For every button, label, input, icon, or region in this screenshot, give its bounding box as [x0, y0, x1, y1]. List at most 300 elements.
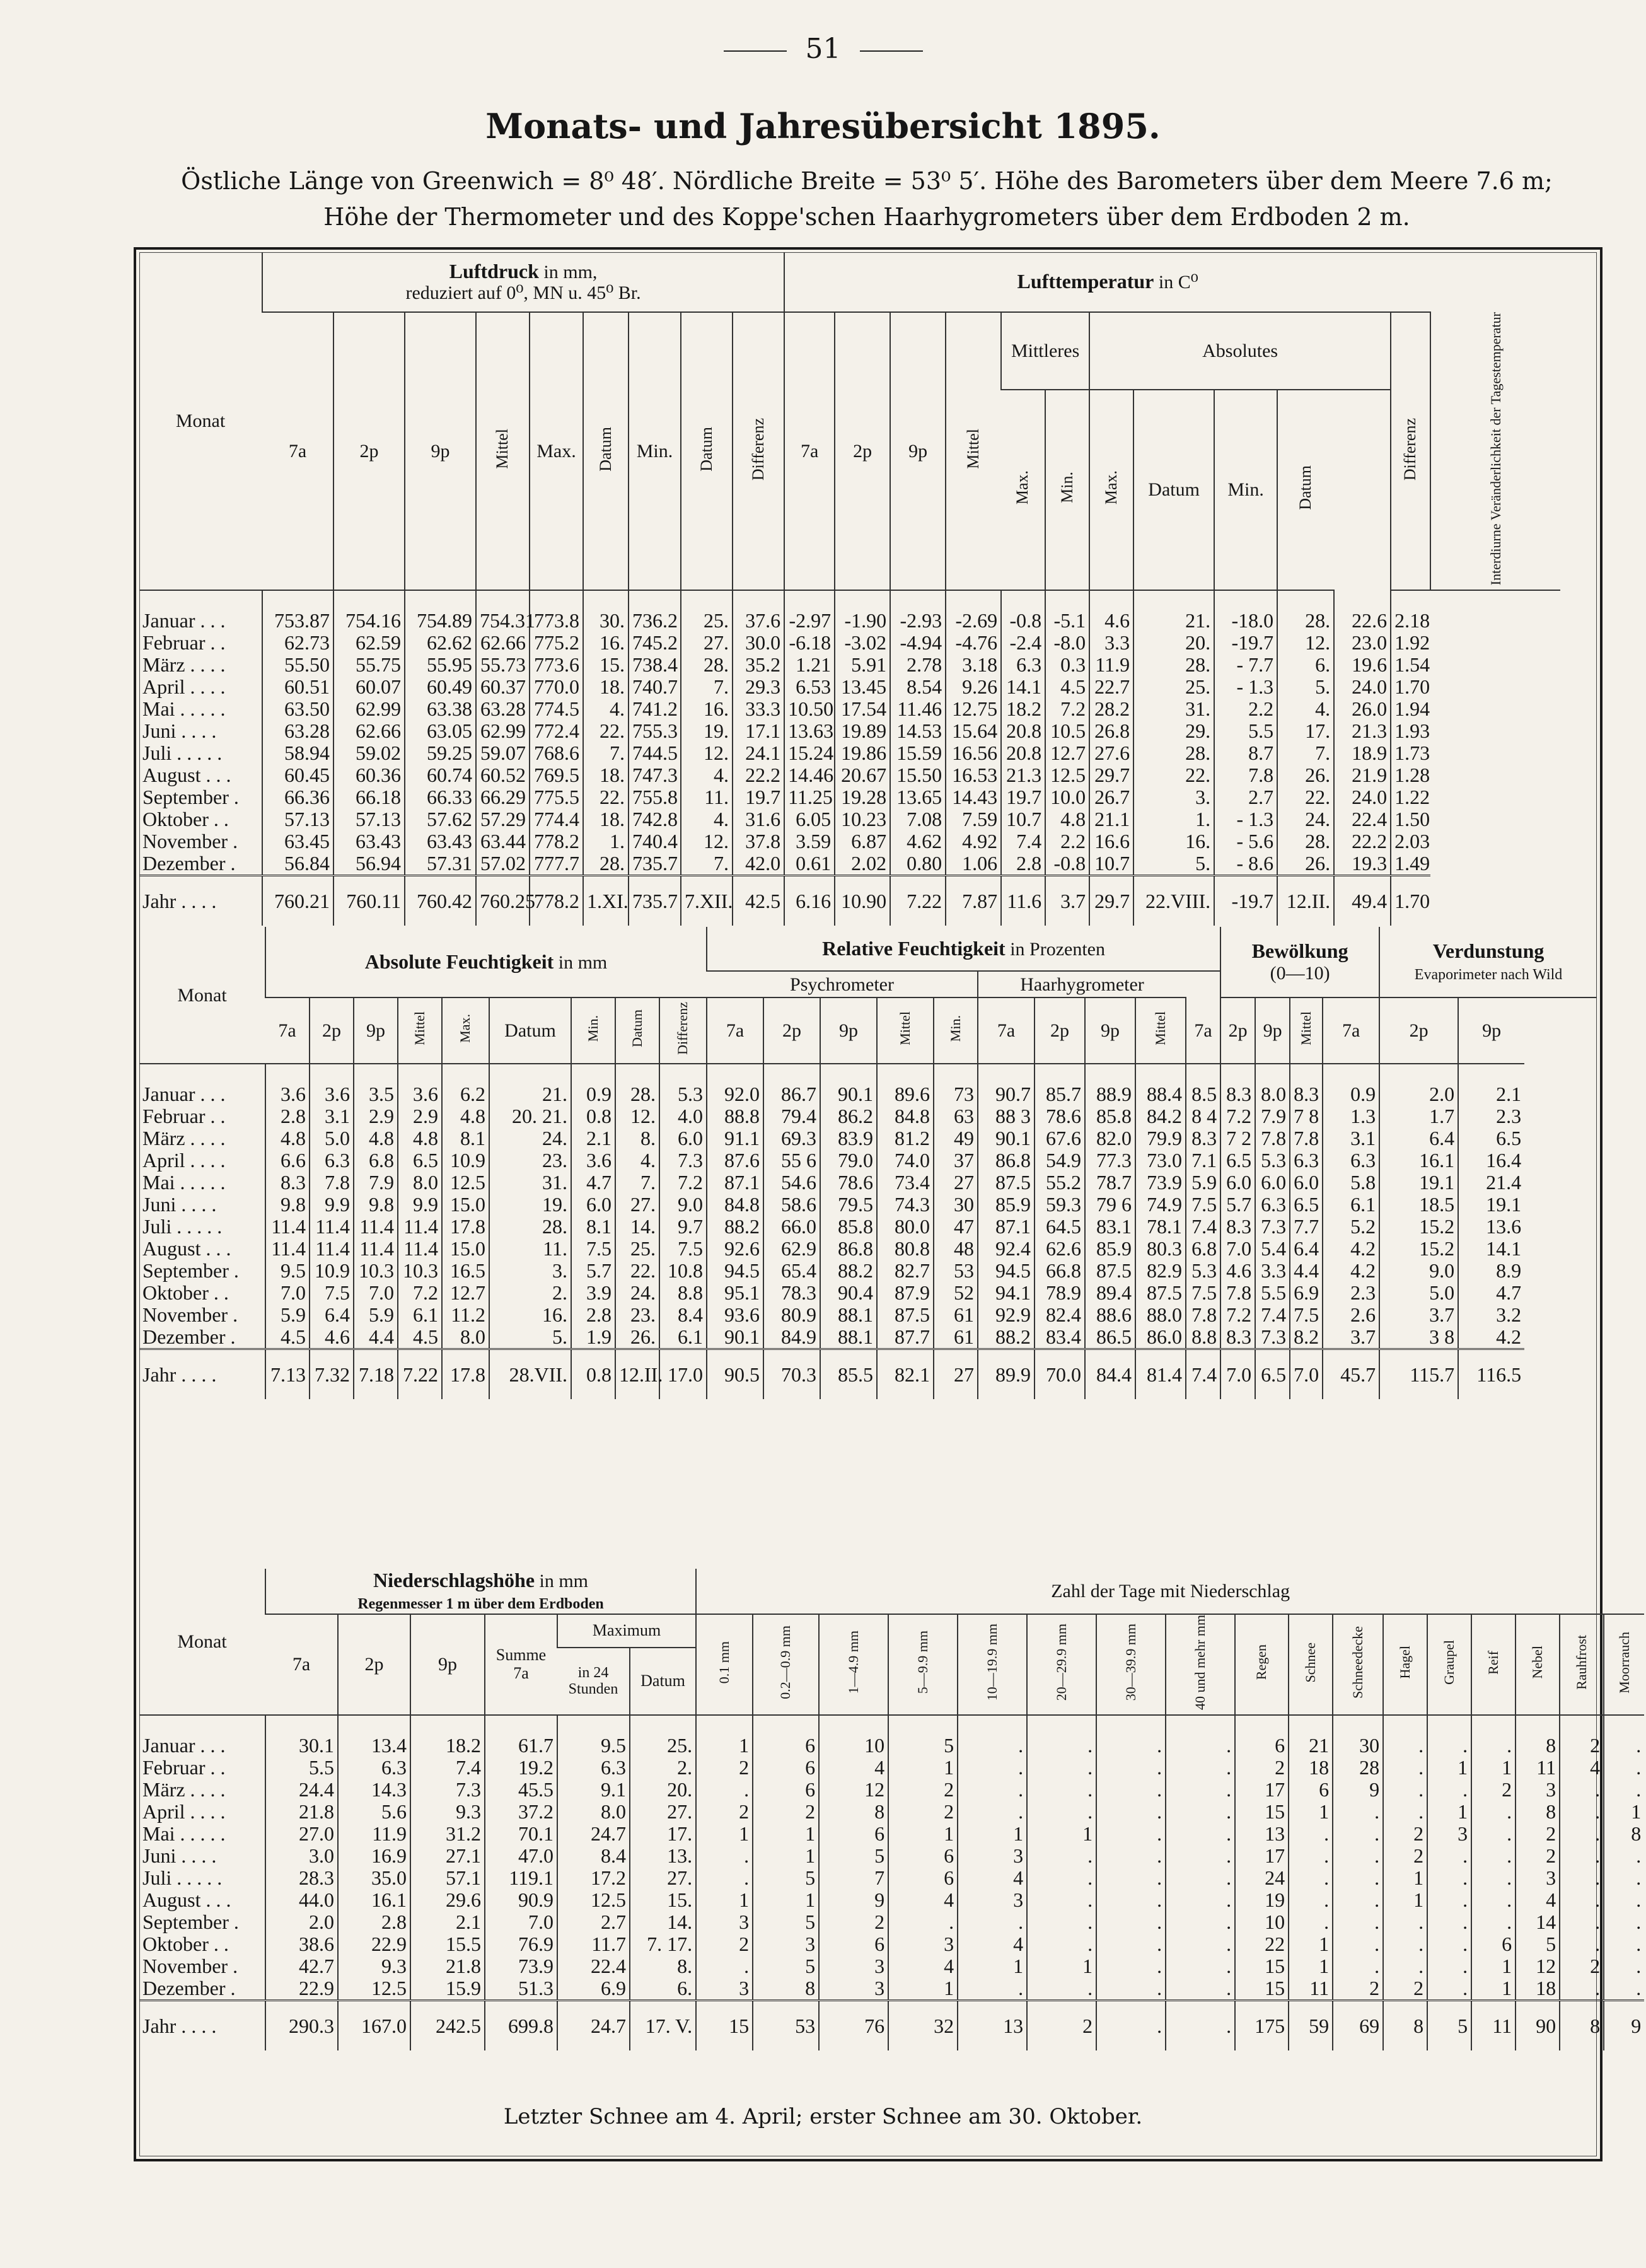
- table-cell: 4.92: [946, 830, 1001, 852]
- table-cell: 16.: [489, 1304, 571, 1326]
- table-cell: 1.3: [1323, 1105, 1379, 1127]
- table-cell: 28.: [1133, 654, 1214, 676]
- table-cell: 7.08: [890, 808, 946, 830]
- table-cell: 28.3: [265, 1867, 338, 1889]
- table-cell: 21.3: [1001, 764, 1045, 786]
- table-cell: 22.: [1133, 764, 1214, 786]
- col-t1-2: 9p: [405, 312, 476, 590]
- table-cell: 88.9: [1085, 1064, 1135, 1105]
- table-cell: 0.80: [890, 852, 946, 876]
- table-cell: 3 8: [1379, 1326, 1458, 1349]
- col-t3-14: Regen: [1235, 1614, 1289, 1715]
- table-cell: 2.2: [1214, 698, 1277, 720]
- table-cell: 92.9: [978, 1304, 1035, 1326]
- table-cell: 5: [888, 1715, 958, 1757]
- table-cell: 20.8: [1001, 742, 1045, 764]
- table-cell: .: [1166, 1779, 1235, 1801]
- year-cell: 49.4: [1334, 876, 1391, 926]
- col-t3-3: Summe 7a: [485, 1614, 557, 1715]
- table-cell: 23.: [489, 1149, 571, 1172]
- table-cell: .: [1027, 1757, 1096, 1779]
- table-cell: 11.4: [310, 1216, 354, 1238]
- table-cell: 2: [888, 1779, 958, 1801]
- table-cell: 63.43: [333, 830, 405, 852]
- table-cell: 86.0: [1135, 1326, 1186, 1349]
- table-cell: .: [1027, 1715, 1096, 1757]
- table-cell: 59.02: [333, 742, 405, 764]
- table-cell: 5.7: [1220, 1194, 1255, 1216]
- header-monat-2: Monat: [139, 927, 265, 1064]
- table-cell: 88.2: [978, 1326, 1035, 1349]
- table-cell: 63.50: [262, 698, 333, 720]
- month-label: März . . . .: [142, 1777, 226, 1801]
- precipitation-table: [139, 1569, 1644, 2050]
- table-cell: 11.4: [265, 1238, 310, 1260]
- table-cell: 755.8: [629, 786, 681, 808]
- table-row: [139, 1801, 1644, 1823]
- table-cell: 2: [696, 1933, 753, 1955]
- table-cell: 9.0: [1379, 1260, 1458, 1282]
- table-cell: 15.5: [410, 1933, 485, 1955]
- table-cell: 86.7: [763, 1064, 820, 1105]
- table-cell: 78.9: [1035, 1282, 1085, 1304]
- table-cell: 13.4: [338, 1715, 410, 1757]
- table-cell: 14.46: [784, 764, 835, 786]
- table-row: [139, 852, 1560, 876]
- table-cell: 20.8: [1001, 720, 1045, 742]
- table-cell: 93.6: [707, 1304, 763, 1326]
- table-cell: 5.5: [1214, 720, 1277, 742]
- table-cell: 7: [819, 1867, 888, 1889]
- table-cell: 2.18: [1391, 590, 1430, 632]
- month-label: Dezember .: [142, 852, 236, 875]
- table-cell: 61.7: [485, 1715, 557, 1757]
- month-label: Februar . .: [142, 631, 226, 654]
- table-cell: 770.0: [530, 676, 583, 698]
- table-cell: .: [1560, 1911, 1604, 1933]
- table-cell: 22.: [583, 786, 629, 808]
- table-cell: 1: [1471, 1977, 1516, 2001]
- table-cell: 14.1: [1458, 1238, 1524, 1260]
- table-cell: -6.18: [784, 632, 835, 654]
- month-label: April . . . .: [142, 1149, 226, 1172]
- year-cell: 7.32: [310, 1349, 354, 1400]
- table-cell: 2.78: [890, 654, 946, 676]
- table-cell: 2.0: [265, 1911, 338, 1933]
- table-cell: .: [1383, 1955, 1427, 1977]
- table-row: [139, 1933, 1644, 1955]
- table-cell: .: [1560, 1823, 1604, 1845]
- table-cell: 3: [958, 1889, 1027, 1911]
- table-cell: 2.1: [410, 1911, 485, 1933]
- header-maximum: Maximum: [557, 1614, 696, 1648]
- table-cell: 7.8: [1290, 1127, 1323, 1149]
- year-cell: 12.II.: [615, 1349, 659, 1400]
- table-cell: 7.4: [1001, 830, 1045, 852]
- table-cell: 13.45: [835, 676, 890, 698]
- table-cell: 6.5: [398, 1149, 442, 1172]
- table-cell: 0.3: [1045, 654, 1089, 676]
- table-cell: 6.53: [784, 676, 835, 698]
- table-cell: 86.8: [978, 1149, 1035, 1172]
- col-t3-6: 0.1 mm: [696, 1614, 753, 1715]
- table-cell: 1: [1289, 1933, 1333, 1955]
- table-cell: 1: [888, 1823, 958, 1845]
- table-cell: 4.4: [1290, 1260, 1323, 1282]
- table-row: [139, 1955, 1644, 1977]
- header-verdunstung: Verdunstung Evaporimeter nach Wild: [1379, 927, 1597, 997]
- table-cell: .: [1289, 1911, 1333, 1933]
- year-row: [139, 1349, 1597, 1400]
- table-cell: 87.9: [877, 1282, 934, 1304]
- table-cell: 8.0: [557, 1801, 630, 1823]
- table-cell: 55.95: [405, 654, 476, 676]
- table-cell: 27: [934, 1172, 978, 1194]
- table-cell: 8.8: [1186, 1326, 1220, 1349]
- table-cell: 15.2: [1379, 1216, 1458, 1238]
- table-cell: 61: [934, 1304, 978, 1326]
- table-cell: 1: [1427, 1757, 1471, 1779]
- table-cell: .: [1471, 1845, 1516, 1867]
- table-cell: 0.8: [571, 1105, 615, 1127]
- table-cell: 73.9: [485, 1955, 557, 1977]
- table-row: [139, 1216, 1597, 1238]
- table-cell: 90.9: [485, 1889, 557, 1911]
- header-bewoelkung: Bewölkung (0—10): [1220, 927, 1379, 997]
- table-cell: -4.94: [890, 632, 946, 654]
- table-cell: 55.50: [262, 654, 333, 676]
- table-cell: .: [1604, 1889, 1644, 1911]
- table-cell: 84.8: [877, 1105, 934, 1127]
- table-cell: 2.1: [571, 1127, 615, 1149]
- table-cell: 82.4: [1035, 1304, 1085, 1326]
- header-monat-3: Monat: [139, 1569, 265, 1715]
- table-cell: 4.8: [1045, 808, 1089, 830]
- table-cell: 12: [819, 1779, 888, 1801]
- table-cell: .: [1096, 1911, 1166, 1933]
- table-cell: 4: [888, 1955, 958, 1977]
- table-cell: 79.4: [763, 1105, 820, 1127]
- table-cell: 16.53: [946, 764, 1001, 786]
- col-t2-1: 2p: [310, 997, 354, 1064]
- table-cell: 47: [934, 1216, 978, 1238]
- table-cell: 7.: [1277, 742, 1334, 764]
- col-t2-13: Min.: [934, 997, 978, 1064]
- table-cell: .: [1166, 1955, 1235, 1977]
- table-cell: 21.8: [265, 1801, 338, 1823]
- table-cell: 79.0: [820, 1149, 877, 1172]
- table-cell: 775.2: [530, 632, 583, 654]
- table-cell: 24.0: [1334, 786, 1391, 808]
- table-cell: 13.: [630, 1845, 696, 1867]
- table-cell: .: [1166, 1911, 1235, 1933]
- col-t1-13: Max.: [1001, 390, 1045, 591]
- table-cell: 775.5: [530, 786, 583, 808]
- col-t3-22: Moorrauch: [1604, 1614, 1644, 1715]
- table-cell: 6.: [1277, 654, 1334, 676]
- table-cell: 88.4: [1135, 1064, 1186, 1105]
- table-cell: 8.9: [1458, 1260, 1524, 1282]
- table-cell: 754.89: [405, 590, 476, 632]
- table-cell: 11.7: [557, 1933, 630, 1955]
- col-t2-10: 2p: [763, 997, 820, 1064]
- table-cell: 8.0: [398, 1172, 442, 1194]
- table-cell: .: [958, 1911, 1027, 1933]
- year-cell: 12.II.: [1277, 876, 1334, 926]
- col-t2-8: Differenz: [659, 997, 707, 1064]
- table-cell: .: [1427, 1911, 1471, 1933]
- col-t2-11: 9p: [820, 997, 877, 1064]
- table-cell: 29.3: [733, 676, 784, 698]
- table-cell: .: [1604, 1955, 1644, 1977]
- table-row: [139, 808, 1560, 830]
- table-cell: 84.2: [1135, 1105, 1186, 1127]
- table-cell: 3.2: [1458, 1304, 1524, 1326]
- table-cell: .: [1166, 1757, 1235, 1779]
- table-cell: 66.29: [476, 786, 530, 808]
- table-cell: 5.: [489, 1326, 571, 1349]
- table-cell: 13.65: [890, 786, 946, 808]
- table-cell: 54.9: [1035, 1149, 1085, 1172]
- table-cell: 5.5: [1255, 1282, 1290, 1304]
- table-cell: 22.: [583, 720, 629, 742]
- table-cell: 7.2: [1045, 698, 1089, 720]
- col-t2-18: 7a: [1186, 997, 1220, 1064]
- col-t1-10: 2p: [835, 312, 890, 590]
- table-cell: 21.9: [1334, 764, 1391, 786]
- table-cell: 5.0: [1379, 1282, 1458, 1304]
- table-cell: 8.0: [442, 1326, 489, 1349]
- col-t2-21: Mittel: [1290, 997, 1323, 1064]
- table-cell: .: [1096, 1955, 1166, 1977]
- table-cell: 9.1: [557, 1779, 630, 1801]
- header-psychrometer: Psychrometer: [707, 971, 978, 997]
- table-cell: 7.0: [1220, 1238, 1255, 1260]
- year-cell: 7.13: [265, 1349, 310, 1400]
- table-cell: 87.5: [1135, 1282, 1186, 1304]
- table-cell: 11.46: [890, 698, 946, 720]
- year-cell: 760.25: [476, 876, 530, 926]
- table-cell: 21.3: [1334, 720, 1391, 742]
- table-cell: 6: [888, 1845, 958, 1867]
- table-cell: 29.6: [410, 1889, 485, 1911]
- year-cell: -19.7: [1214, 876, 1277, 926]
- table-cell: 8.7: [1214, 742, 1277, 764]
- table-cell: 47.0: [485, 1845, 557, 1867]
- table-cell: 63.45: [262, 830, 333, 852]
- table-cell: 26.0: [1334, 698, 1391, 720]
- table-cell: .: [1604, 1977, 1644, 2001]
- table-cell: 59.3: [1035, 1194, 1085, 1216]
- table-cell: 3.1: [1323, 1127, 1379, 1149]
- table-cell: 8: [753, 1977, 819, 2001]
- table-cell: 5: [753, 1867, 819, 1889]
- table-cell: 9.9: [310, 1194, 354, 1216]
- table-cell: 6.4: [310, 1304, 354, 1326]
- table-cell: - 1.3: [1214, 676, 1277, 698]
- table-cell: 4.: [583, 698, 629, 720]
- table-cell: - 1.3: [1214, 808, 1277, 830]
- table-cell: 15.50: [890, 764, 946, 786]
- table-cell: 17.8: [442, 1216, 489, 1238]
- table-cell: 744.5: [629, 742, 681, 764]
- table-cell: 4: [958, 1867, 1027, 1889]
- table-cell: 735.7: [629, 852, 681, 876]
- table-cell: 1.50: [1391, 808, 1430, 830]
- table-cell: 4.5: [265, 1326, 310, 1349]
- table-cell: 65.4: [763, 1260, 820, 1282]
- table-cell: 9.26: [946, 676, 1001, 698]
- table-cell: .: [1427, 1779, 1471, 1801]
- year-cell: 7.22: [398, 1349, 442, 1400]
- table-cell: 18.2: [410, 1715, 485, 1757]
- table-cell: .: [1383, 1911, 1427, 1933]
- table-cell: 91.1: [707, 1127, 763, 1149]
- table-cell: 753.87: [262, 590, 333, 632]
- table-cell: 9: [1333, 1779, 1383, 1801]
- table-cell: 14.: [615, 1216, 659, 1238]
- table-cell: 1.21: [784, 654, 835, 676]
- table-cell: 9: [819, 1889, 888, 1911]
- table-cell: 3.3: [1089, 632, 1133, 654]
- table-cell: 7.9: [1255, 1105, 1290, 1127]
- table-cell: 21.: [1133, 590, 1214, 632]
- table-cell: 88.2: [820, 1260, 877, 1282]
- table-cell: 66.33: [405, 786, 476, 808]
- table-cell: 7.0: [354, 1282, 398, 1304]
- table-cell: 15: [1235, 1977, 1289, 2001]
- col-t3-13: 40 und mehr mm: [1166, 1614, 1235, 1715]
- table-cell: 64.5: [1035, 1216, 1085, 1238]
- table-cell: 27.0: [265, 1823, 338, 1845]
- table-cell: -5.1: [1045, 590, 1089, 632]
- table-cell: 4.0: [659, 1105, 707, 1127]
- table-cell: 48: [934, 1238, 978, 1260]
- table-cell: 73: [934, 1064, 978, 1105]
- table-cell: 747.3: [629, 764, 681, 786]
- table-cell: .: [1027, 1801, 1096, 1823]
- table-cell: .: [1383, 1801, 1427, 1823]
- table-cell: 78.3: [763, 1282, 820, 1304]
- table-cell: 1.: [1133, 808, 1214, 830]
- table-cell: 90.1: [820, 1064, 877, 1105]
- table-cell: 28.: [583, 852, 629, 876]
- table-cell: 73.0: [1135, 1149, 1186, 1172]
- col-t1-19: Differenz: [1391, 312, 1430, 590]
- table-cell: 7.4: [1255, 1304, 1290, 1326]
- table-cell: 10.5: [1045, 720, 1089, 742]
- table-cell: 9.8: [354, 1194, 398, 1216]
- table-cell: 4.8: [265, 1127, 310, 1149]
- table-cell: 5: [819, 1845, 888, 1867]
- table-cell: .: [1333, 1889, 1383, 1911]
- header-lufttemperatur: Lufttemperatur in C⁰: [784, 252, 1430, 312]
- table-cell: .: [1427, 1845, 1471, 1867]
- table-cell: .: [1166, 1889, 1235, 1911]
- month-label: April . . . .: [142, 675, 226, 699]
- table-cell: 1.06: [946, 852, 1001, 876]
- table-cell: 26.8: [1089, 720, 1133, 742]
- table-cell: -8.0: [1045, 632, 1089, 654]
- table-cell: 20. 21.: [489, 1105, 571, 1127]
- table-cell: 1: [1471, 1955, 1516, 1977]
- table-cell: 1: [1289, 1955, 1333, 1977]
- col-t1-0: 7a: [262, 312, 333, 590]
- table-cell: 27.6: [1089, 742, 1133, 764]
- table-row: [139, 1889, 1644, 1911]
- table-cell: 4.62: [890, 830, 946, 852]
- table-cell: 87.5: [1085, 1260, 1135, 1282]
- col-t2-0: 7a: [265, 997, 310, 1064]
- table-cell: 55.75: [333, 654, 405, 676]
- table-cell: 0.9: [571, 1064, 615, 1105]
- table-cell: 15.0: [442, 1238, 489, 1260]
- table-cell: 69.3: [763, 1127, 820, 1149]
- table-cell: 5: [753, 1955, 819, 1977]
- table-cell: 20.67: [835, 764, 890, 786]
- year-cell: 89.9: [978, 1349, 1035, 1400]
- table-cell: 7.9: [354, 1172, 398, 1194]
- header-abs-feuchtigkeit: Absolute Feuchtigkeit in mm: [265, 927, 707, 997]
- table-cell: 11.4: [354, 1238, 398, 1260]
- table-cell: .: [1096, 1779, 1166, 1801]
- table-cell: 7.8: [1214, 764, 1277, 786]
- table-cell: 2.8: [338, 1911, 410, 1933]
- table-cell: .: [1027, 1933, 1096, 1955]
- table-cell: 6: [1471, 1933, 1516, 1955]
- table-cell: .: [888, 1911, 958, 1933]
- table-cell: 16.6: [1089, 830, 1133, 852]
- table-cell: 24: [1235, 1867, 1289, 1889]
- table-cell: 740.4: [629, 830, 681, 852]
- month-label: Juli . . . . .: [142, 741, 223, 765]
- year-cell: 7.0: [1290, 1349, 1323, 1400]
- table-cell: 13: [1235, 1823, 1289, 1845]
- year-cell: 81.4: [1135, 1349, 1186, 1400]
- col-t3-21: Rauhfrost: [1560, 1614, 1604, 1715]
- table-cell: 3: [753, 1933, 819, 1955]
- table-cell: 3: [1516, 1779, 1560, 1801]
- year-cell: 85.5: [820, 1349, 877, 1400]
- table-cell: 2.9: [354, 1105, 398, 1127]
- table-cell: .: [1289, 1889, 1333, 1911]
- table-cell: 60.07: [333, 676, 405, 698]
- table-cell: 6.0: [1255, 1172, 1290, 1194]
- table-cell: 4.2: [1458, 1326, 1524, 1349]
- table-cell: .: [1096, 1933, 1166, 1955]
- table-cell: 6.4: [1379, 1127, 1458, 1149]
- table-cell: 86.5: [1085, 1326, 1135, 1349]
- table-cell: 15: [1235, 1955, 1289, 1977]
- table-cell: 1: [1027, 1955, 1096, 1977]
- table-cell: 37.6: [733, 590, 784, 632]
- table-cell: 4: [888, 1889, 958, 1911]
- table-cell: 19.3: [1334, 852, 1391, 876]
- table-cell: 10.50: [784, 698, 835, 720]
- year-cell: 82.1: [877, 1349, 934, 1400]
- table-cell: 774.5: [530, 698, 583, 720]
- header-luftdruck: Luftdruck in mm, reduziert auf 0⁰, MN u. 45⁰ Br.: [262, 252, 784, 312]
- table-cell: .: [1027, 1977, 1096, 2001]
- year-cell: 76: [819, 2000, 888, 2050]
- table-cell: 23.0: [1334, 632, 1391, 654]
- table-cell: 74.9: [1135, 1194, 1186, 1216]
- table-cell: 8.8: [659, 1282, 707, 1304]
- year-cell: .: [1096, 2000, 1166, 2050]
- table-cell: 7.5: [1186, 1282, 1220, 1304]
- table-cell: 17: [1235, 1779, 1289, 1801]
- year-cell: 7.0: [1220, 1349, 1255, 1400]
